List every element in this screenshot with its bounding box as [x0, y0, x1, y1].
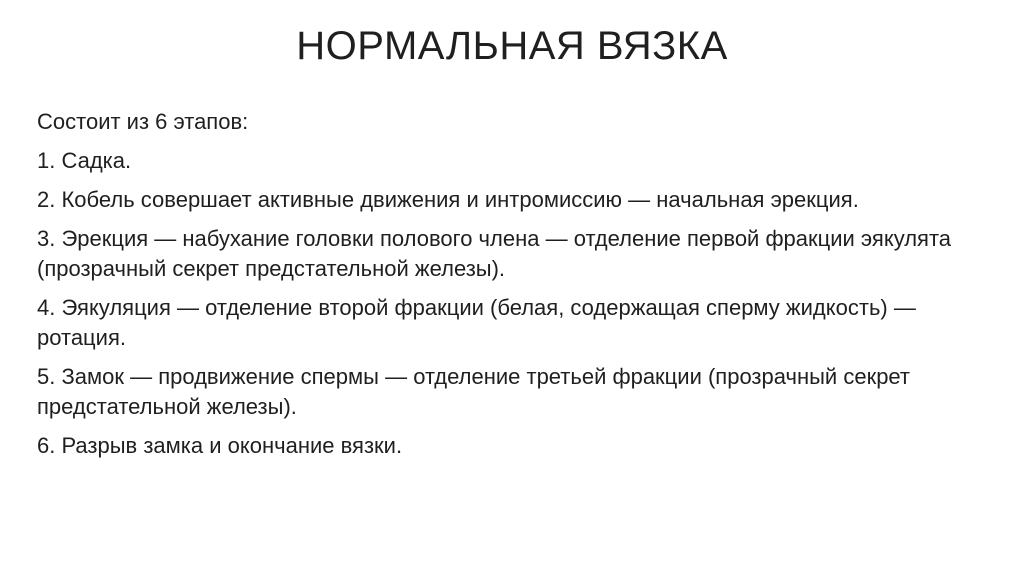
step-item-6: 6. Разрыв замка и окончание вязки. — [37, 433, 403, 458]
step-item-4: 4. Эякуляция — отделение второй фракции (белая, содержащая сперму жидкость) — ротация. — [37, 295, 916, 350]
step-item-2: 2. Кобель совершает активные движения и интромиссию — начальная эрекция. — [37, 187, 859, 212]
step-item-1: 1. Садка. — [37, 148, 132, 173]
slide-title: НОРМАЛЬНАЯ ВЯЗКА — [296, 24, 728, 68]
slide-content — [37, 108, 957, 470]
step-item-3: 3. Эрекция — набухание головки полового члена — отделение первой фракции эякулята (прозрачный секрет предстательной железы). — [37, 226, 952, 281]
step-item-5: 5. Замок — продвижение спермы — отделение третьей фракции (прозрачный секрет предстательной железы). — [37, 364, 911, 419]
steps-list — [37, 146, 957, 461]
intro-text: Состоит из 6 этапов: — [37, 109, 249, 134]
